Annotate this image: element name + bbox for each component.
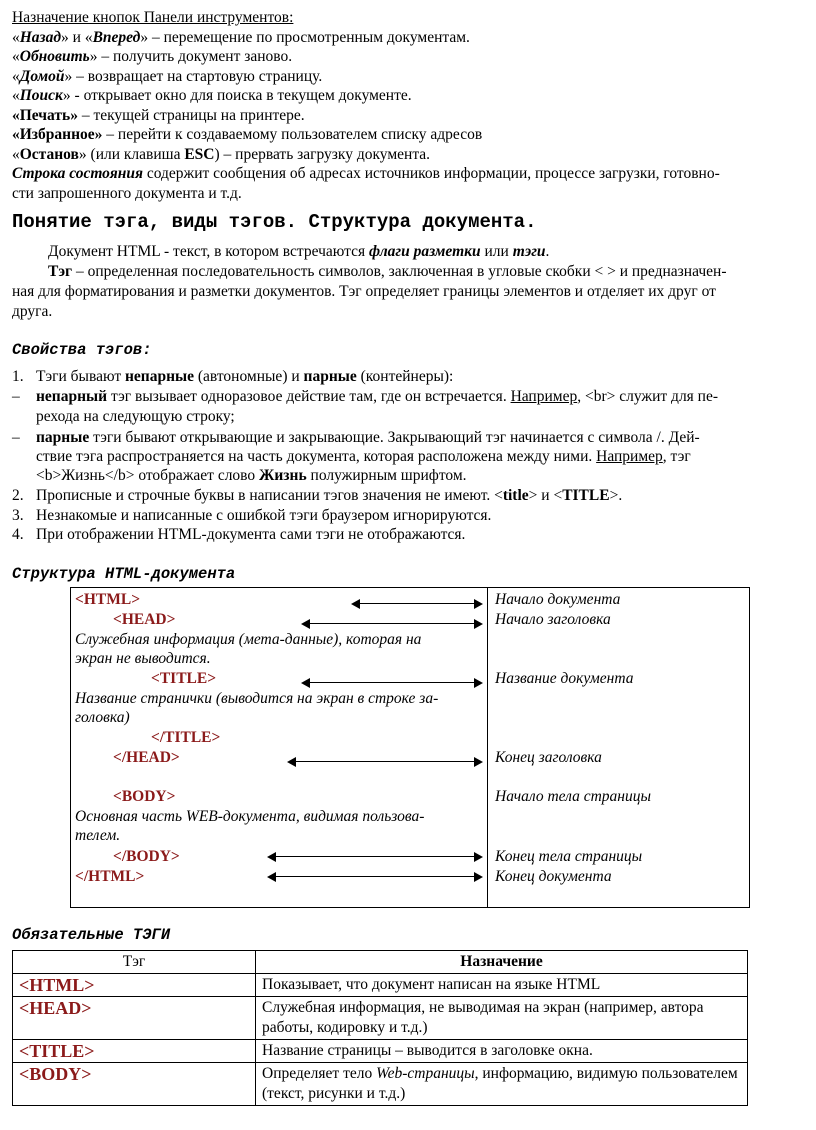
table-header-row	[13, 951, 748, 974]
arrow-head-close	[289, 757, 481, 767]
back-button-name: Назад	[19, 29, 62, 46]
note-body-start: Начало тела страницы	[495, 788, 651, 805]
note-head-start: Начало заголовка	[495, 611, 611, 628]
table-row	[13, 1040, 748, 1063]
title-desc-line1: Название странички (выводится на экран в строке за-	[75, 690, 439, 707]
body-desc-line2: телем.	[75, 827, 121, 844]
favorites-button-name: «Избранное»	[12, 126, 103, 143]
body-open-tag: <BODY>	[113, 788, 176, 805]
toolbar-item-home: «Домой» – возвращает на стартовую страницу.	[12, 68, 323, 85]
toolbar-item-back-forward: «Назад» и «Вперед» – перемещение по просмотренным документам.	[12, 29, 470, 46]
properties-dash-2-line3: <b>Жизнь</b> отображает слово Жизнь полужирным шрифтом.	[36, 467, 467, 484]
title-desc-line2: головка)	[75, 709, 130, 726]
body-close-tag: </BODY>	[113, 848, 180, 865]
properties-item-4: 4. При отображении HTML-документа сами тэги не отображаются.	[12, 526, 466, 543]
refresh-button-name: Обновить	[19, 48, 90, 65]
meta-desc-line1: Служебная информация (мета-данные), которая на	[75, 631, 422, 648]
properties-dash-2-line2: ствие тэга распространяется на часть документа, которая расположена между ними. Например, тэг	[36, 448, 691, 465]
title-close-tag: </TITLE>	[151, 729, 221, 746]
structure-divider	[487, 588, 488, 907]
tag-cell: <BODY>	[13, 1063, 256, 1106]
print-button-name: «Печать»	[12, 107, 78, 124]
search-button-name: Поиск	[19, 87, 63, 104]
toolbar-item-stop: «Останов» (или клавиша ESC) – прервать загрузку документа.	[12, 146, 431, 163]
properties-dash-1: – непарный тэг вызывает одноразовое действие там, где он встречается. Например, <br> служит для пе-	[12, 388, 719, 405]
purpose-cell: Показывает, что документ написан на языке HTML	[256, 974, 748, 997]
toolbar-item-search: «Поиск» - открывает окно для поиска в текущем документе.	[12, 87, 412, 104]
tag-concept-paragraph-2: Тэг – определенная последовательность символов, заключенная в угловые скобки < > и предназначен-	[48, 263, 727, 280]
structure-diagram	[70, 587, 750, 908]
home-button-name: Домой	[19, 68, 65, 85]
note-title: Название документа	[495, 670, 634, 687]
structure-heading: Структура HTML-документа	[12, 565, 236, 583]
html-open-tag: <HTML>	[75, 591, 141, 608]
tag-concept-paragraph-1: Документ HTML - текст, в котором встречаются флаги разметки или тэги.	[48, 243, 550, 260]
purpose-cell: Служебная информация, не выводимая на экран (например, автора работы, кодировку и т.д.)	[256, 997, 748, 1040]
arrow-head-open	[303, 619, 481, 629]
properties-heading: Свойства тэгов:	[12, 341, 152, 359]
table-row	[13, 974, 748, 997]
col-purpose-header: Назначение	[256, 951, 748, 974]
note-doc-start: Начало документа	[495, 591, 621, 608]
tag-cell: <HTML>	[13, 974, 256, 997]
arrow-body-close	[269, 852, 481, 862]
purpose-cell: Определяет тело Web-страницы, информацию, видимую пользователем (текст, рисунки и т.д.)	[256, 1063, 748, 1106]
required-tags-heading: Обязательные ТЭГИ	[12, 926, 171, 944]
table-row	[13, 1063, 748, 1106]
arrow-html-close	[269, 872, 481, 882]
note-body-end: Конец тела страницы	[495, 848, 643, 865]
status-bar-paragraph: Строка состояния содержит сообщения об адресах источников информации, процессе загрузки, готовно-	[12, 165, 720, 182]
table-row	[13, 997, 748, 1040]
status-bar-term: Строка состояния	[12, 165, 143, 182]
properties-dash-2: – парные тэги бывают открывающие и закрывающие. Закрывающий тэг начинается с символа /. Дей-	[12, 429, 700, 446]
head-close-tag: </HEAD>	[113, 749, 180, 766]
col-tag-header: Тэг	[13, 951, 256, 974]
note-head-end: Конец заголовка	[495, 749, 602, 766]
head-open-tag: <HEAD>	[113, 611, 176, 628]
arrow-html-open	[353, 599, 481, 609]
html-close-tag: </HTML>	[75, 868, 145, 885]
arrow-title-open	[303, 678, 481, 688]
properties-item-2: 2. Прописные и строчные буквы в написании тэгов значения не имеют. <title> и <TITLE>.	[12, 487, 623, 504]
required-tags-table	[12, 950, 748, 1106]
tag-cell: <HEAD>	[13, 997, 256, 1040]
toolbar-item-print: «Печать» – текущей страницы на принтере.	[12, 107, 305, 124]
properties-item-3: 3. Незнакомые и написанные с ошибкой тэги браузером игнорируются.	[12, 507, 492, 524]
status-bar-paragraph-line2: сти запрошенного документа и т.д.	[12, 185, 242, 202]
properties-dash-1-line2: рехода на следующую строку;	[36, 408, 235, 425]
body-desc-line1: Основная часть WEB-документа, видимая пользова-	[75, 808, 425, 825]
esc-key-name: ESC	[184, 146, 215, 163]
tag-concept-paragraph-2-line2: ная для форматирования и разметки документов. Тэг определяет границы элементов и отделяет их друг от	[12, 283, 716, 300]
properties-item-1: 1. Тэги бывают непарные (автономные) и парные (контейнеры):	[12, 368, 454, 385]
tag-cell: <TITLE>	[13, 1040, 256, 1063]
stop-button-name: Останов	[19, 146, 79, 163]
toolbar-section-heading: Назначение кнопок Панели инструментов:	[12, 9, 294, 26]
toolbar-item-refresh: «Обновить» – получить документ заново.	[12, 48, 293, 65]
note-doc-end: Конец документа	[495, 868, 612, 885]
purpose-cell: Название страницы – выводится в заголовке окна.	[256, 1040, 748, 1063]
meta-desc-line2: экран не выводится.	[75, 650, 211, 667]
title-open-tag: <TITLE>	[151, 670, 217, 687]
tag-concept-heading: Понятие тэга, виды тэгов. Структура документа.	[12, 211, 537, 233]
toolbar-item-favorites: «Избранное» – перейти к создаваемому пользователем списку адресов	[12, 126, 483, 143]
tag-concept-paragraph-2-line3: друга.	[12, 303, 53, 320]
forward-button-name: Вперед	[92, 29, 141, 46]
